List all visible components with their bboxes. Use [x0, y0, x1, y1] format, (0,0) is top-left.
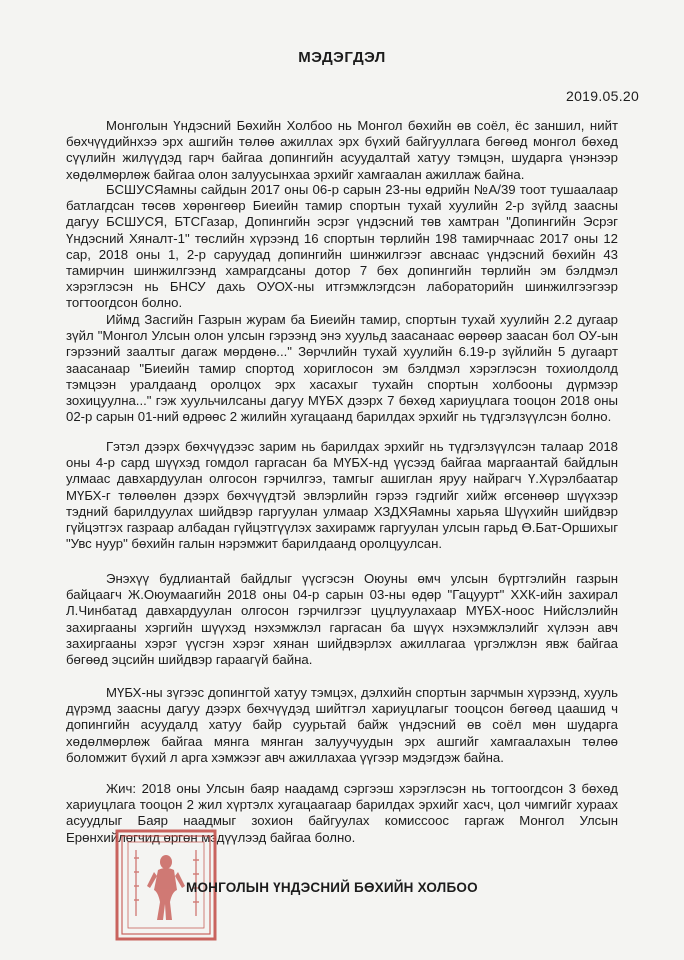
paragraph-7-note: Жич: 2018 оны Улсын баяр наадамд сэргээш хэрэглэсэн нь тогтоогдсон 3 бөхөд хариуцлага тооцон 2 жил хүртэлх хугацаагаар барилдах эрхийг хасч, цол чимгийг хураах асуудлыг Баяр наадмыг зохион байгуулах комиссоос гаргаж Монгол Улсын Ерөнхийлөгчид өргөн мэдүүлээд байгаа болно. — [66, 781, 618, 845]
document-date: 2019.05.20 — [566, 88, 640, 104]
paragraph-1: Монголын Үндэсний Бөхийн Холбоо нь Монгол бөхийн өв соёл, ёс заншил, нийт бөхчүүдийнхээ эрх ашгийн төлөө ажиллах эрх бүхий байгууллага бөгөөд монгол бөхөд сүүлийн жилүүдэд гарч байгаа допингийн асуудалтай хатуу тэмцэн, шударга үнэнээр хөдөлмөрлөж байгаа олон залуусынхаа эрхийг хамгаалан ажиллаж байна. — [66, 118, 618, 182]
paragraph-3 — [66, 312, 618, 425]
paragraph-2: БСШУСЯамны сайдын 2017 оны 06-р сарын 23-ны өдрийн №А/39 тоот тушаалаар батлагдсан төсөв хөрөнгөөр Биеийн тамир спортын тухай хуулийн 2-р зүйлд заасны дагуу БСШУСЯ, БТСГазар, Допингийн эсрэг үндэсний төв хамтран "Допингийн Эсрэг Үндэсний Хяналт-1" төслийн хүрээнд 16 спортын төрлийн 198 тамирчнаас 2017 оны 12 сар, 2018 оны 1, 2-р саруудад допингийн шинжилгээг авснаас үндэсний бөхийн 43 тамирчин шинжилгээнд хамрагдсаны дотор 7 бөх допингийн төрлийн эм бэлдмэл хэрэглэсэн нь БНСУ дахь ОУОХ-ны итгэмжлэгдсэн лабораторийн шинжилгээгээр тогтоогдсон болно. — [66, 182, 618, 311]
paragraph-4: Гэтэл дээрх бөхчүүдээс зарим нь барилдах эрхийг нь түдгэлзүүлсэн талаар 2018 оны 4-р сард шүүхэд гомдол гаргасан ба МҮБХ-нд үүсээд байгаа маргаантай байдлын улмаас давхардуулан олгосон гэрчилгээ, тамгыг ашиглан яруу найрагч Ү.Хүрэлбаатар МҮБХ-г төлөөлөн дээрх бөхчүүдтэй эвлэрлийн гэрээ гэдгийг хийж өгсөнөөр шүүхээр тэдний барилдуулах шийдвэр гаргуулан улмаар ХЗДХЯамны харьяа Шүүхийн шийдвэр гүйцэтгэх газраар албадан гүйцэтгүүлэх захирамж гаргуулан улсын гарьд Ө.Бат-Оршихыг "Увс нуур" бөхийн галын нэрэмжит барилдаанд оролцуулсан. — [66, 439, 618, 552]
paragraph-6: МҮБХ-ны зүгээс допингтой хатуу тэмцэх, дэлхийн спортын зарчмын хүрээнд, хууль дүрэмд заасны дагуу дээрх бөхчүүдэд шийтгэл хариуцлагыг тооцсон бөгөөд цаашид ч допингийн асуудалд хатуу байр суурьтай байж үндэсний өв соёл мөн шударга хөдөлмөрлөж байгаа мянга мянган залуучуудын эрх ашгийг хамгаалахын төлөө боломжит бүхий л арга хэмжээг авч ажиллахаа үүгээр мэдэгдэж байна. — [66, 685, 618, 765]
paragraph-5: Энэхүү будлиантай байдлыг үүсгэсэн Оюуны өмч улсын бүртгэлийн газрын байцаагч Ж.Оюумаагийн 2018 оны 04-р сарын 03-ны өдөр "Гацуурт" ХХК-ийн захирал Л.Чинбатад давхардуулан олгосон гэрчилгээг цуцлуулахаар МҮБХ-ноос Нийслэлийн захиргааны хэргийн шүүхэд нэхэмжлэл гаргасан ба шүүх нэхэмжлэлийг хүлээн авч захиргааны хэрэг үүсгэн хэрэг хянан шийдвэрлэх ажиллагаа үргэлжлэн явж байгаа бөгөөд эцсийн шийдвэр гараагүй байна. — [66, 571, 618, 668]
paragraph-3-text: Иймд Засгийн Газрын журам ба Биеийн тамир, спортын тухай хуулийн 2.2 дугаар зүйл "Монгол Улсын олон улсын гэрээнд энэ хуульд заасанаас өөрөөр заасан бол ОУ-ын гэрээний заалтыг дагаж мөрдөнө..." Зөрчлийн тухай хуулийн 6.19-р зүйлийн 5 дугаарт заасанаар "Биеийн тамир спортод хориглосон эм бэлдмэл хэрэглэсэн тохиолдолд тэмцээн уралдаанд оролцох эрх хасахыг тухайн спортын холбооны дүрмээр зохицуулна..." гэж хуульчилсаны дагуу МҮБХ дээрх 7 бөхөд хариуцлага тооцон 2018 оны 02-р сарын 01-ний өдрөөс 2 жилийн хугацаанд барилдах эрхийг нь түдгэлзүүлсэн болно. — [66, 312, 618, 425]
document-title: МЭДЭГДЭЛ — [298, 49, 386, 66]
signature-organization: МОНГОЛЫН ҮНДЭСНИЙ БӨХИЙН ХОЛБОО — [186, 880, 478, 895]
